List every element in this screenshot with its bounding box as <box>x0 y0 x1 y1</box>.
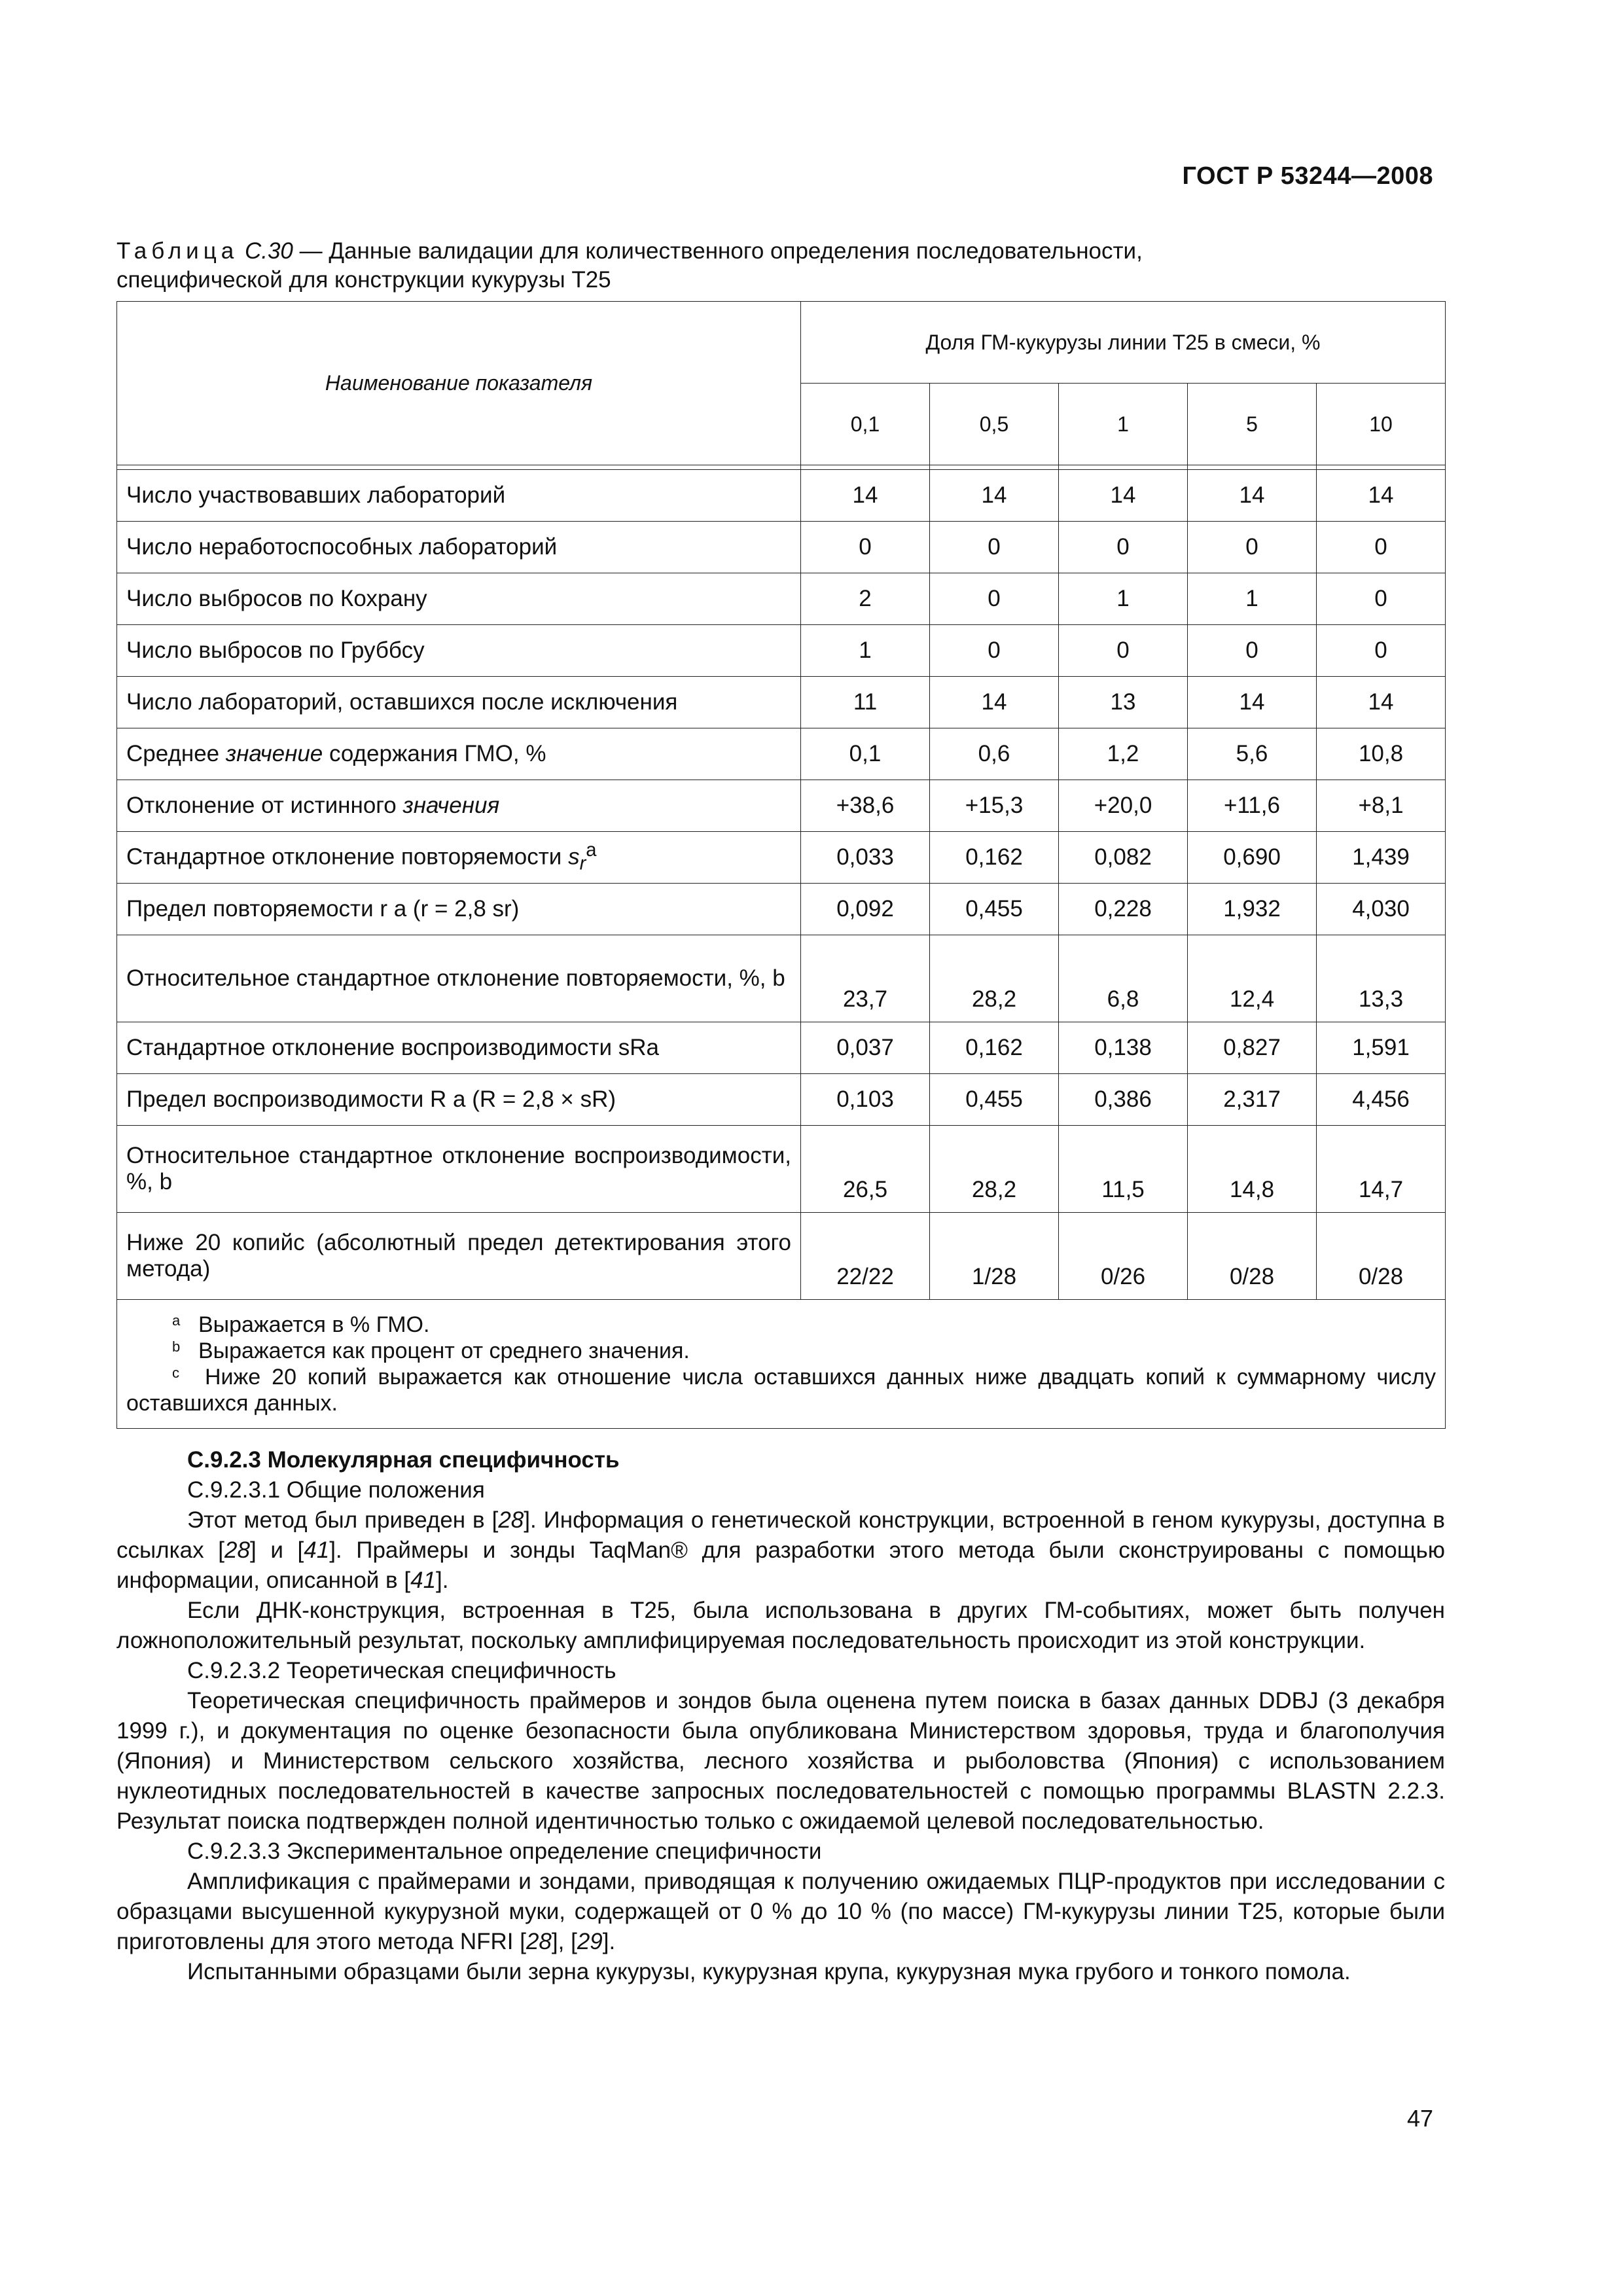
table-row <box>117 728 1446 780</box>
note-text: Ниже 20 копий выражается как отношение числа оставшихся данных ниже двадцать копий к суммарному числу оставшихся данных. <box>126 1365 1436 1416</box>
table-row <box>117 522 1446 573</box>
caption-number: С.30 <box>244 238 293 264</box>
table-note <box>126 1364 1436 1416</box>
table-cell: 0/26 <box>1059 1213 1188 1300</box>
table-row <box>117 625 1446 677</box>
table-cell: 1,439 <box>1317 832 1446 884</box>
paragraph: Теоретическая специфичность праймеров и зондов была оценена путем поиска в базах данных DDBJ (3 декабря 1999 г.), и документация по оценке безопасности была опубликована Министерством здоровья, труда и благополучия (Япония) и Министерством сельского хозяйства, лесного хозяйства и рыболовства (Япония) с использованием нуклеотидных последовательностей в качестве запросных последовательностей с помощью программы BLASTN 2.2.3. Результат поиска подтвержден полной идентичностью только с ожидаемой целевой последовательностью. <box>116 1688 1445 1834</box>
row-label-text: Среднее <box>126 741 226 766</box>
table-cell: 11,5 <box>1059 1126 1188 1213</box>
table-cell: 1 <box>801 625 930 677</box>
table-cell: 4,030 <box>1317 884 1446 935</box>
text-span: ], [ <box>551 1929 577 1954</box>
table-note <box>126 1338 1436 1364</box>
table-cell: 0 <box>1317 522 1446 573</box>
subsection-heading: С.9.2.3.2 Теоретическая специфичность <box>187 1658 616 1683</box>
table-cell: 0 <box>1317 625 1446 677</box>
table-cell: +15,3 <box>930 780 1059 832</box>
table-cell: +11,6 <box>1188 780 1317 832</box>
table-cell: 0 <box>1188 625 1317 677</box>
table-cell: 1,591 <box>1317 1022 1446 1074</box>
note-mark: c <box>172 1365 179 1381</box>
paragraph: Испытанными образцами были зерна кукурузы, кукурузная крупа, кукурузная мука грубого и тонкого помола. <box>187 1959 1351 1984</box>
note-text: Выражается как процент от среднего значения. <box>198 1338 690 1363</box>
text-span: ] и [ <box>249 1537 304 1563</box>
caption-word: Таблица <box>116 238 239 264</box>
table-cell: 0,092 <box>801 884 930 935</box>
paragraph <box>116 1505 1445 1596</box>
table-note <box>126 1312 1436 1338</box>
row-label-text: содержания ГМО, % <box>323 741 546 766</box>
table-cell: 0 <box>930 625 1059 677</box>
section-heading: С.9.2.3 Молекулярная специфичность <box>187 1447 620 1473</box>
table-row <box>117 470 1446 522</box>
table-cell: 0,827 <box>1188 1022 1317 1074</box>
table-cell: 0 <box>801 522 930 573</box>
row-label <box>117 780 801 832</box>
column-header: 5 <box>1188 384 1317 465</box>
reference: 41 <box>410 1568 437 1593</box>
table-cell: 1 <box>1188 573 1317 625</box>
table-cell: 0,6 <box>930 728 1059 780</box>
table-row <box>117 1126 1446 1213</box>
text-span: Этот метод был приведен в [ <box>187 1507 499 1533</box>
reference: 29 <box>577 1929 603 1954</box>
text-span: ]. <box>436 1568 449 1593</box>
row-label: Предел воспроизводимости R а (R = 2,8 × sR) <box>117 1074 801 1126</box>
table-caption <box>116 237 1445 295</box>
paragraph: Если ДНК-конструкция, встроенная в Т25, была использована в других ГМ-событиях, может быть получен ложноположительный результат, поскольку амплифицируемая последовательность происходит из этой конструкции. <box>116 1598 1445 1653</box>
column-header: 0,5 <box>930 384 1059 465</box>
table-cell: 4,456 <box>1317 1074 1446 1126</box>
table-cell: 0,1 <box>801 728 930 780</box>
table-cell: 1,2 <box>1059 728 1188 780</box>
table-row <box>117 1022 1446 1074</box>
table-notes-row <box>117 1300 1446 1429</box>
table-cell: 13 <box>1059 677 1188 728</box>
table-cell: 14 <box>1317 677 1446 728</box>
table-cell: 5,6 <box>1188 728 1317 780</box>
table-cell: 0,103 <box>801 1074 930 1126</box>
column-header: 10 <box>1317 384 1446 465</box>
table-cell: 0,690 <box>1188 832 1317 884</box>
row-label-subscript: r <box>579 853 586 874</box>
note-mark: a <box>172 1312 181 1329</box>
table-cell: 0,162 <box>930 1022 1059 1074</box>
table-cell: 0,386 <box>1059 1074 1188 1126</box>
table-cell: 1 <box>1059 573 1188 625</box>
note-text: Выражается в % ГМО. <box>198 1312 430 1337</box>
text-span: ]. Информация о генетической конструкции, встроенной в геном кукурузы, доступна в ссылках [ <box>116 1507 1445 1563</box>
reference: 28 <box>526 1929 552 1954</box>
row-label <box>117 728 801 780</box>
table-cell: 10,8 <box>1317 728 1446 780</box>
document-id: ГОСТ Р 53244—2008 <box>1182 162 1433 190</box>
table-cell: 14 <box>1059 470 1188 522</box>
row-label <box>117 832 801 884</box>
column-header: 1 <box>1059 384 1188 465</box>
reference: 28 <box>498 1507 524 1533</box>
table-row <box>117 1213 1446 1300</box>
table-cell: 14,8 <box>1188 1126 1317 1213</box>
table-cell: 14 <box>801 470 930 522</box>
row-label-italic: s <box>568 844 580 870</box>
table-cell: 0,033 <box>801 832 930 884</box>
column-header: 0,1 <box>801 384 930 465</box>
row-label: Число неработоспособных лабораторий <box>117 522 801 573</box>
row-label-italic: значения <box>402 793 500 818</box>
table-cell: 0 <box>1059 522 1188 573</box>
table-cell: 0 <box>930 573 1059 625</box>
table-cell: 1/28 <box>930 1213 1059 1300</box>
table-row <box>117 677 1446 728</box>
table-row <box>117 780 1446 832</box>
row-label-text: Отклонение от истинного <box>126 793 403 818</box>
table-cell: 6,8 <box>1059 935 1188 1022</box>
row-label: Ниже 20 копийс (абсолютный предел детектирования этого метода) <box>117 1213 801 1300</box>
table-cell: 2 <box>801 573 930 625</box>
table-cell: 23,7 <box>801 935 930 1022</box>
reference: 41 <box>304 1537 330 1563</box>
table-cell: 2,317 <box>1188 1074 1317 1126</box>
table-cell: 0,138 <box>1059 1022 1188 1074</box>
table-cell: 28,2 <box>930 935 1059 1022</box>
caption-text-line2: специфической для конструкции кукурузы Т25 <box>116 267 611 293</box>
table-cell: 0,455 <box>930 884 1059 935</box>
table-cell: 0 <box>930 522 1059 573</box>
column-header-indicator: Наименование показателя <box>117 302 801 465</box>
text-span: ]. <box>602 1929 616 1954</box>
caption-text-line1: — Данные валидации для количественного определения последовательности, <box>293 238 1143 264</box>
row-label-italic: значение <box>225 741 323 766</box>
reference: 28 <box>224 1537 250 1563</box>
table-cell: 0/28 <box>1317 1213 1446 1300</box>
row-label: Стандартное отклонение воспроизводимости sRa <box>117 1022 801 1074</box>
table-row <box>117 832 1446 884</box>
table-cell: 0 <box>1317 573 1446 625</box>
table-cell: 14 <box>1188 677 1317 728</box>
row-label-text: Стандартное отклонение повторяемости <box>126 844 569 870</box>
table-cell: 13,3 <box>1317 935 1446 1022</box>
table-cell: 0/28 <box>1188 1213 1317 1300</box>
table-cell: 14,7 <box>1317 1126 1446 1213</box>
table-cell: 14 <box>1188 470 1317 522</box>
table-cell: 0,228 <box>1059 884 1188 935</box>
table-cell: 0,455 <box>930 1074 1059 1126</box>
table-cell: 0,082 <box>1059 832 1188 884</box>
paragraph <box>116 1867 1445 1957</box>
table-cell: 0,162 <box>930 832 1059 884</box>
table-cell: 11 <box>801 677 930 728</box>
row-label: Число выбросов по Кохрану <box>117 573 801 625</box>
table-cell: 12,4 <box>1188 935 1317 1022</box>
body-text <box>116 1445 1445 1987</box>
table-cell: 28,2 <box>930 1126 1059 1213</box>
page-number: 47 <box>1406 2105 1433 2132</box>
table-cell: 26,5 <box>801 1126 930 1213</box>
row-label: Число лабораторий, оставшихся после исключения <box>117 677 801 728</box>
text-span: ]. Праймеры и зонды TaqMan® для разработки этого метода были сконструированы с помощью информации, описанной в [ <box>116 1537 1446 1593</box>
table-cell: 22/22 <box>801 1213 930 1300</box>
table-cell: 14 <box>930 677 1059 728</box>
row-label: Число выбросов по Груббсу <box>117 625 801 677</box>
table-row <box>117 573 1446 625</box>
table-row <box>117 1074 1446 1126</box>
table-row <box>117 935 1446 1022</box>
validation-table <box>116 301 1446 1429</box>
text-span: Амплификация с праймерами и зондами, приводящая к получению ожидаемых ПЦР-продуктов при исследовании с образцами высушенной кукурузной муки, содержащей от 0 % до 10 % (по массе) ГМ-кукурузы линии Т25, которые были приготовлены для этого метода NFRI [ <box>116 1869 1445 1954</box>
table-cell: 0 <box>1188 522 1317 573</box>
table-cell: +38,6 <box>801 780 930 832</box>
row-label: Относительное стандартное отклонение воспроизводимости, %, b <box>117 1126 801 1213</box>
column-group-header: Доля ГМ-кукурузы линии Т25 в смеси, % <box>801 302 1446 384</box>
subsection-heading: С.9.2.3.3 Экспериментальное определение специфичности <box>187 1839 822 1864</box>
note-mark: b <box>172 1338 181 1355</box>
table-cell: 14 <box>930 470 1059 522</box>
table-notes <box>117 1300 1446 1429</box>
row-label: Предел повторяемости r а (r = 2,8 sr) <box>117 884 801 935</box>
table-cell: 14 <box>1317 470 1446 522</box>
table-cell: 1,932 <box>1188 884 1317 935</box>
subsection-heading: С.9.2.3.1 Общие положения <box>187 1477 485 1503</box>
table-cell: 0,037 <box>801 1022 930 1074</box>
table-cell: +8,1 <box>1317 780 1446 832</box>
row-label: Относительное стандартное отклонение повторяемости, %, b <box>117 935 801 1022</box>
table-row <box>117 884 1446 935</box>
row-label-superscript: a <box>586 840 597 861</box>
table-cell: +20,0 <box>1059 780 1188 832</box>
table-cell: 0 <box>1059 625 1188 677</box>
row-label: Число участвовавших лабораторий <box>117 470 801 522</box>
